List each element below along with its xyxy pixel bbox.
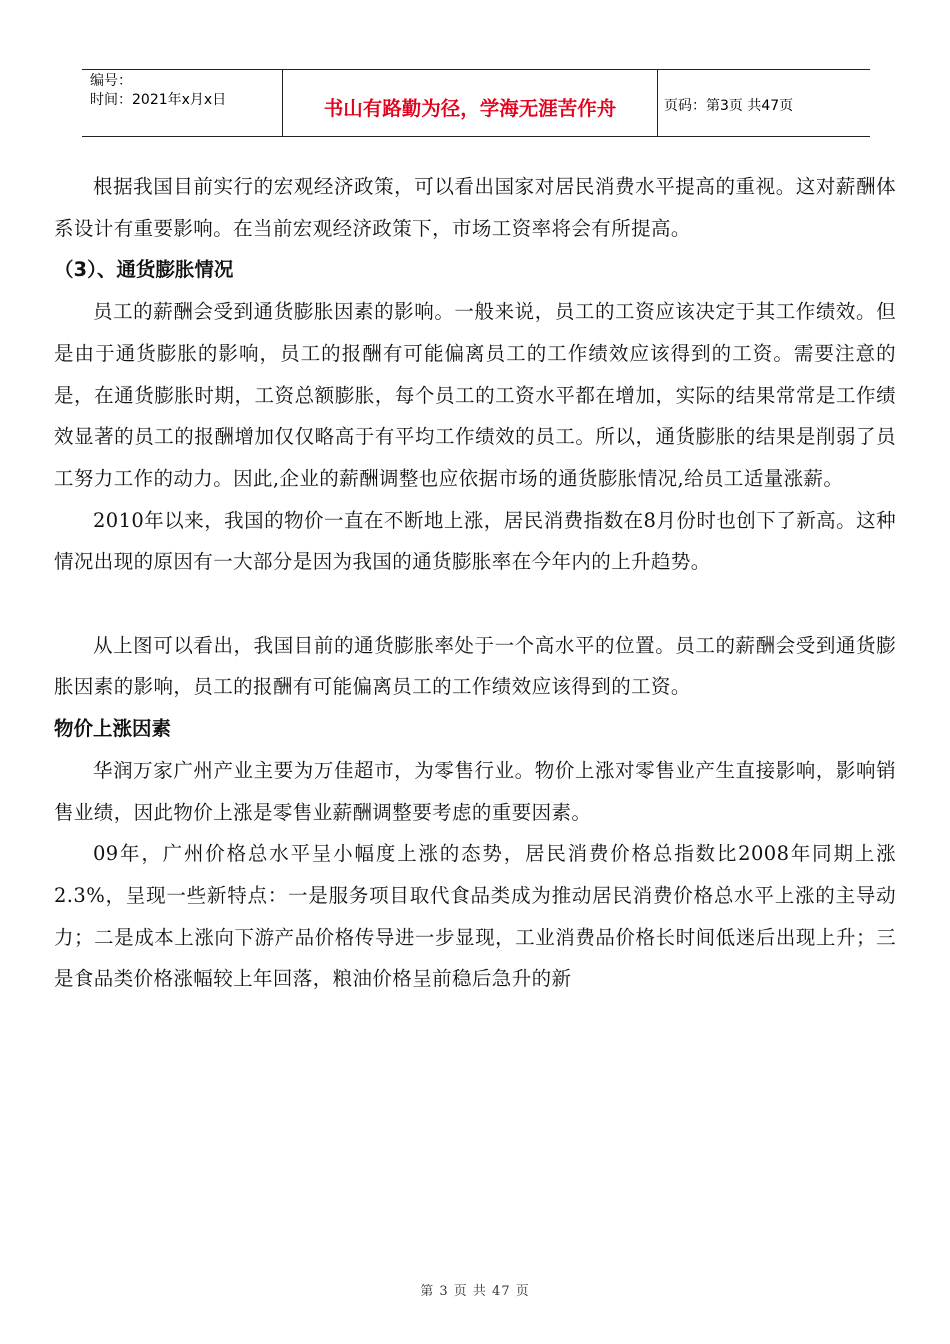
header-page-info: 页码：第3页 共47页 (664, 98, 794, 114)
header-divider (657, 69, 658, 136)
header-motto: 书山有路勤为径，学海无涯苦作舟 (323, 97, 617, 120)
paragraph: 09年，广州价格总水平呈小幅度上涨的态势，居民消费价格总指数比2008年同期上涨2.3%，呈现一些新特点：一是服务项目取代食品类成为推动居民消费价格总水平上涨的主导动力；二是成本上涨向下游产品价格传导进一步显现，工业消费品价格长时间低迷后出现上升；三是食品类价格涨幅较上年回落，粮油价格呈前稳后急升的新 (54, 842, 896, 991)
header-top-rule (82, 69, 870, 70)
paragraph: 根据我国目前实行的宏观经济政策，可以看出国家对居民消费水平提高的重视。这对薪酬体系设计有重要影响。在当前宏观经济政策下，市场工资率将会有所提高。 (54, 175, 896, 240)
header-meta (90, 72, 226, 110)
page-footer: 第 3 页 共 47 页 (420, 1284, 530, 1299)
section-heading: （3）、通货膨胀情况 (54, 258, 234, 282)
document-body (54, 166, 896, 1000)
figure-placeholder-gap (54, 583, 896, 625)
document-number: 编号： (90, 73, 132, 89)
header-bottom-rule (82, 136, 870, 137)
section-heading: 物价上涨因素 (54, 717, 172, 741)
paragraph: 2010年以来，我国的物价一直在不断地上涨，居民消费指数在8月份时也创下了新高。这种情况出现的原因有一大部分是因为我国的通货膨胀率在今年内的上升趋势。 (54, 508, 896, 574)
paragraph: 从上图可以看出，我国目前的通货膨胀率处于一个高水平的位置。员工的薪酬会受到通货膨胀因素的影响，员工的报酬有可能偏离员工的工作绩效应该得到的工资。 (54, 633, 896, 699)
paragraph: 华润万家广州产业主要为万佳超市，为零售行业。物价上涨对零售业产生直接影响，影响销售业绩，因此物价上涨是零售业薪酬调整要考虑的重要因素。 (54, 758, 896, 824)
header-divider (282, 69, 283, 136)
paragraph: 员工的薪酬会受到通货膨胀因素的影响。一般来说，员工的工资应该决定于其工作绩效。但是由于通货膨胀的影响，员工的报酬有可能偏离员工的工作绩效应该得到的工资。需要注意的是，在通货膨胀时期，工资总额膨胀，每个员工的工资水平都在增加，实际的结果常常是工作绩效显著的员工的报酬增加仅仅略高于有平均工作绩效的员工。所以，通货膨胀的结果是削弱了员工努力工作的动力。因此,企业的薪酬调整也应依据市场的通货膨胀情况,给员工适量涨薪。 (54, 300, 896, 490)
document-date: 时间：2021年x月x日 (90, 92, 227, 108)
